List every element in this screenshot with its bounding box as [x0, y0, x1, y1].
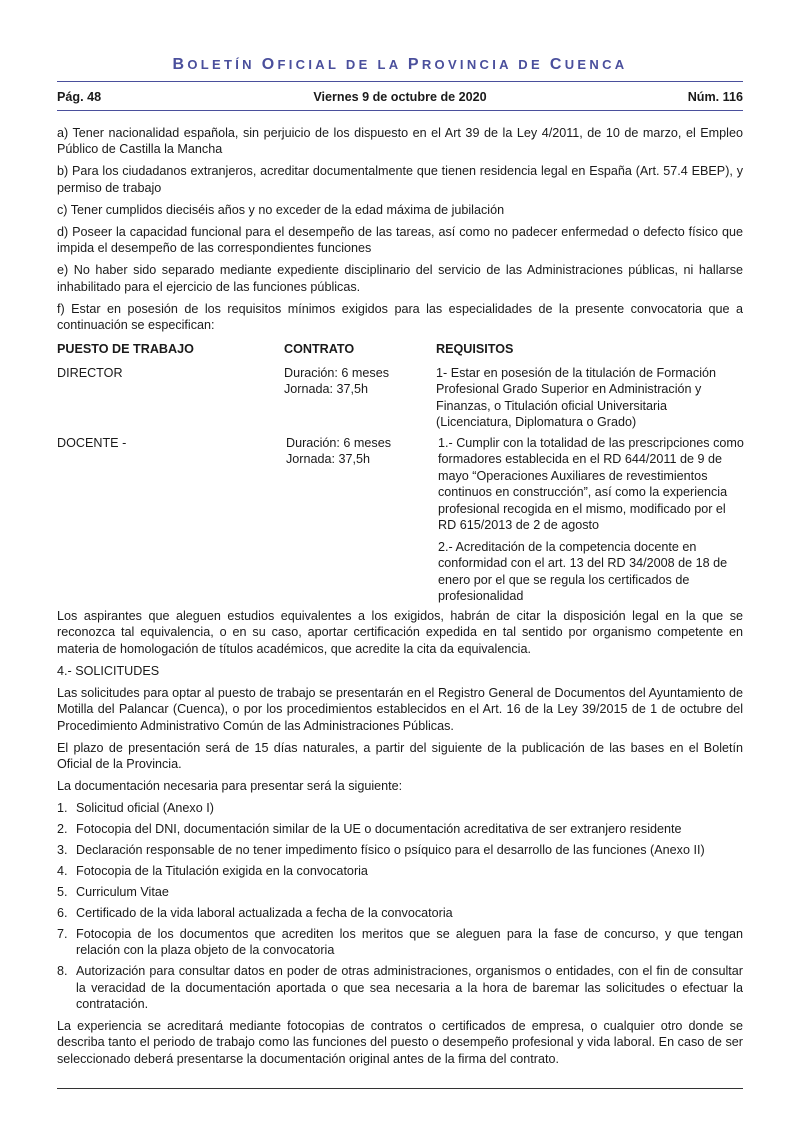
list-item-number: 6.	[57, 906, 68, 921]
footer-divider	[57, 1088, 743, 1089]
requirement-c: c) Tener cumplidos dieciséis años y no exceder de la edad máxima de jubilación	[57, 202, 505, 217]
page-body	[57, 125, 743, 1073]
table-header-contract: CONTRATO	[284, 342, 355, 357]
equivalence-paragraph: Los aspirantes que aleguen estudios equivalentes a los exigidos, habrán de citar la disposición legal en la que se reconozca tal equivalencia, o en su caso, aportar certificación expedida en tal sentido por organismo competente en materia de homologación de títulos académicos, que acredite la cita da equivalencia.	[57, 609, 743, 656]
list-item	[57, 963, 743, 1012]
list-item	[57, 905, 743, 921]
requirement-f: f) Estar en posesión de los requisitos mínimos exigidos para las especialidades de la presente convocatoria que a continuación se especifican:	[57, 301, 743, 333]
masthead-title: BOLETÍN OFICIAL DE LA PROVINCIA DE CUENCA	[172, 56, 628, 73]
list-item-number: 5.	[57, 885, 68, 900]
page-number: Pág. 48	[57, 90, 102, 104]
list-item	[57, 863, 743, 879]
list-item-number: 8.	[57, 964, 68, 979]
docente-duration: Duración: 6 meses	[286, 436, 391, 451]
table-header-requirements: REQUISITOS	[436, 342, 514, 357]
director-hours: Jornada: 37,5h	[284, 382, 369, 397]
list-item-number: 3.	[57, 843, 68, 858]
issue-number: Núm. 116	[687, 90, 743, 104]
list-item-number: 4.	[57, 864, 68, 879]
list-item-text: Fotocopia del DNI, documentación similar de la UE o documentación acreditativa de ser extranjero residente	[76, 822, 682, 837]
list-item	[57, 884, 743, 900]
list-item	[57, 821, 743, 837]
header-divider	[57, 110, 743, 111]
list-item	[57, 926, 743, 959]
list-item-text: Autorización para consultar datos en poder de otras administraciones, organismos o entidades, con el fin de consultar la veracidad de la documentación aportada o que sea necesaria a la hora de baremar las solicitudes o efectuar la contratación.	[76, 964, 743, 1012]
page-header	[57, 89, 743, 105]
experience-paragraph: La experiencia se acreditará mediante fotocopias de contratos o certificados de empresa, o cualquier otro donde se describa tanto el periodo de trabajo como las funciones del puesto o desempeño profesional y vida laboral. En caso de ser seleccionado deberá presentarse la documentación original antes de la firma del contrato.	[57, 1018, 743, 1066]
list-item-text: Curriculum Vitae	[76, 885, 169, 900]
requirement-a: a) Tener nacionalidad española, sin perjuicio de los dispuesto en el Art 39 de la Ley 4/2011, de 10 de marzo, el Empleo Público de Castilla la Mancha	[57, 126, 743, 157]
requirement-d: d) Poseer la capacidad funcional para el desempeño de las tareas, así como no padecer enfermedad o defecto físico que impida el desempeño de las correspondientes funciones	[57, 224, 743, 256]
list-item-number: 7.	[57, 927, 68, 942]
masthead-divider	[57, 81, 743, 82]
bulletin-masthead	[57, 57, 743, 73]
documents-intro: La documentación necesaria para presentar será la siguiente:	[57, 779, 403, 794]
list-item-text: Fotocopia de los documentos que acrediten los meritos que se aleguen para la fase de concurso, y que tengan relación con la plaza objeto de la convocatoria	[76, 927, 743, 958]
director-position: DIRECTOR	[57, 366, 123, 381]
docente-requirement-1: 1.- Cumplir con la totalidad de las prescripciones como formadores establecida en el RD 644/2011 de 9 de mayo “Operaciones Auxiliares de revestimientos continuos en construcción”, así como la experiencia profesional recogida en el mismo, modificado por el RD 615/2013 de 2 de agosto	[438, 436, 744, 533]
section-title: 4.- SOLICITUDES	[57, 663, 160, 678]
requirement-b: b) Para los ciudadanos extranjeros, acreditar documentalmente que tienen residencia legal en España (Art. 57.4 EBEP), y permiso de trabajo	[57, 164, 743, 195]
applications-paragraph: Las solicitudes para optar al puesto de trabajo se presentarán en el Registro General de Documentos del Ayuntamiento de Motilla del Palancar (Cuenca), o por los procedimientos establecidos en el Art. 16 de la Ley 39/2015 de 1 de octubre del Procedimiento Administrativo Común de las Administraciones Públicas.	[57, 685, 743, 733]
requirement-e: e) No haber sido separado mediante expediente disciplinario del servicio de las Administraciones públicas, ni hallarse inhabilitado para el ejercicio de las funciones públicas.	[57, 263, 743, 294]
documents-list	[57, 800, 743, 1013]
docente-position: DOCENTE -	[57, 436, 127, 451]
list-item-number: 2.	[57, 822, 68, 837]
table-header-position: PUESTO DE TRABAJO	[57, 342, 194, 357]
docente-requirement-2: 2.- Acreditación de la competencia docente en conformidad con el art. 13 del RD 34/2008 de 18 de enero por el que se regula los certificados de profesionalidad	[438, 540, 728, 604]
list-item-text: Fotocopia de la Titulación exigida en la convocatoria	[76, 864, 368, 879]
requirements-table	[57, 339, 743, 603]
list-item	[57, 800, 743, 816]
list-item-text: Certificado de la vida laboral actualizada a fecha de la convocatoria	[76, 906, 453, 921]
docente-hours: Jornada: 37,5h	[286, 452, 371, 467]
list-item-number: 1.	[57, 801, 68, 816]
director-duration: Duración: 6 meses	[284, 366, 389, 381]
list-item-text: Declaración responsable de no tener impedimento físico o psíquico para el desarrollo de las funciones (Anexo II)	[76, 843, 705, 858]
list-item-text: Solicitud oficial (Anexo I)	[76, 801, 214, 816]
director-requirement: 1- Estar en posesión de la titulación de Formación Profesional Grado Superior en Administración y Finanzas, o Titulación oficial Universitaria (Licenciatura, Diplomatura o Grado)	[436, 366, 717, 430]
list-item	[57, 842, 743, 858]
deadline-paragraph: El plazo de presentación será de 15 días naturales, a partir del siguiente de la publicación de las bases en el Boletín Oficial de la Provincia.	[57, 740, 743, 772]
issue-date: Viernes 9 de octubre de 2020	[313, 90, 487, 104]
